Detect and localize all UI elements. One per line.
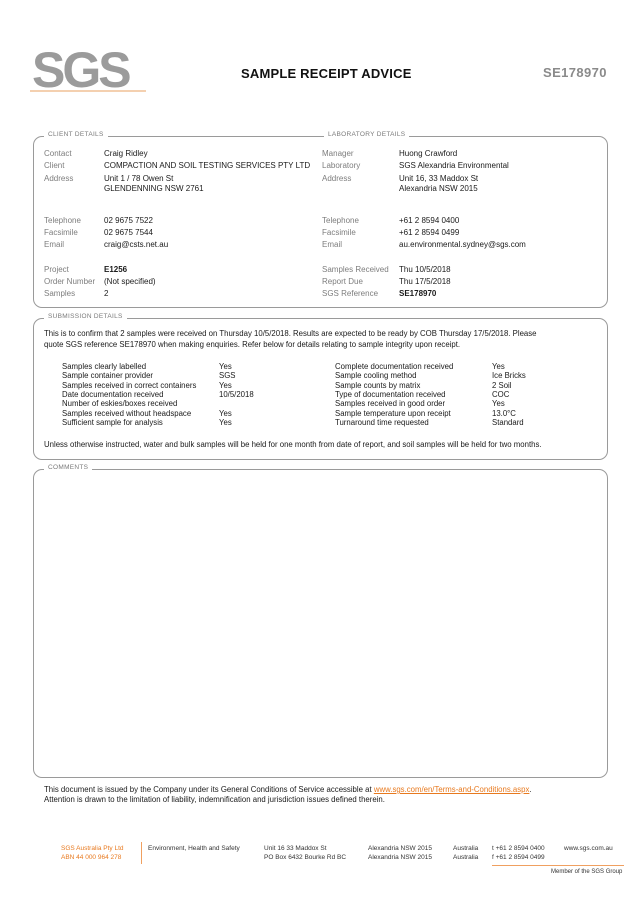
client-name-label: Client (44, 161, 65, 170)
lab-facsimile-value: +61 2 8594 0499 (399, 228, 460, 237)
submission-right-value: 13.0°C (492, 408, 516, 418)
submission-intro-line2: quote SGS reference SE178970 when making enquiries. Refer below for details relating to sample integrity upon receipt. (44, 340, 461, 349)
footer-phone: t +61 2 8594 0400 (492, 845, 545, 852)
client-contact-value: Craig Ridley (104, 149, 148, 158)
lab-telephone-value: +61 2 8594 0400 (399, 216, 460, 225)
order-number-label: Order Number (44, 277, 96, 286)
submission-left-label: Sample container provider (62, 371, 154, 381)
footer-address-line2: PO Box 6432 Bourke Rd BC (264, 854, 347, 861)
submission-right-value: Yes (492, 362, 505, 371)
lab-email-value: au.environmental.sydney@sgs.com (399, 240, 526, 249)
submission-left-label: Samples received without headspace (62, 408, 192, 418)
lab-address-line2: Alexandria NSW 2015 (399, 184, 478, 193)
footer-member-note: Member of the SGS Group (551, 869, 623, 875)
submission-left-value: Yes (219, 417, 232, 427)
client-address-label: Address (44, 174, 74, 183)
project-label: Project (44, 265, 69, 274)
lab-address-label: Address (322, 174, 352, 183)
document-title: SAMPLE RECEIPT ADVICE (241, 66, 412, 81)
project-value: E1256 (104, 265, 128, 274)
submission-left-label: Samples clearly labelled (62, 362, 147, 371)
submission-right-label: Sample counts by matrix (335, 380, 421, 390)
submission-left-value: Yes (219, 380, 232, 390)
laboratory-label: Laboratory (322, 161, 361, 170)
footer-abn: ABN 44 000 964 278 (61, 854, 122, 861)
submission-left-label: Number of eskies/boxes received (62, 399, 178, 409)
submission-left-value: 10/5/2018 (219, 389, 254, 399)
client-facsimile-label: Facsimile (44, 228, 78, 237)
order-number-value: (Not specified) (104, 277, 156, 286)
footer-divider-vertical (141, 842, 142, 864)
submission-right-value: Yes (492, 399, 505, 409)
submission-left-value: SGS (219, 371, 236, 381)
footer-division: Environment, Health and Safety (148, 845, 240, 852)
client-contact-label: Contact (44, 149, 72, 158)
lab-telephone-label: Telephone (322, 216, 359, 225)
report-due-value: Thu 17/5/2018 (399, 277, 451, 286)
footer-website[interactable]: www.sgs.com.au (564, 845, 613, 852)
submission-left-label: Samples received in correct containers (62, 380, 197, 390)
lab-facsimile-label: Facsimile (322, 228, 356, 237)
footer-city-line1: Alexandria NSW 2015 (368, 845, 432, 852)
client-details-legend: CLIENT DETAILS (44, 131, 108, 138)
submission-right-value: 2 Soil (492, 380, 512, 390)
comments-box (33, 464, 608, 778)
client-address-line2: GLENDENNING NSW 2761 (104, 184, 204, 193)
footer-company: SGS Australia Pty Ltd (61, 845, 124, 852)
submission-right-label: Complete documentation received (335, 362, 454, 371)
submission-left-label: Date documentation received (62, 389, 164, 399)
submission-left-value: Yes (219, 408, 232, 418)
submission-right-label: Sample cooling method (335, 371, 417, 381)
submission-details-legend: SUBMISSION DETAILS (44, 313, 127, 320)
lab-address-line1: Unit 16, 33 Maddox St (399, 174, 479, 183)
submission-right-label: Turnaround time requested (335, 417, 429, 427)
submission-right-label: Sample temperature upon receipt (335, 408, 451, 418)
lab-manager-label: Manager (322, 149, 354, 158)
submission-left-value: Yes (219, 362, 232, 371)
laboratory-value: SGS Alexandria Environmental (399, 161, 509, 170)
footer-address-line1: Unit 16 33 Maddox St (264, 845, 327, 852)
client-email-label: Email (44, 240, 65, 249)
report-due-label: Report Due (322, 277, 363, 286)
footer-country-line1: Australia (453, 845, 479, 852)
svg-text:SGS: SGS (32, 42, 129, 96)
disclaimer-line1 (44, 785, 604, 795)
sgs-reference-value: SE178970 (399, 289, 437, 298)
submission-right-label: Type of documentation received (335, 389, 446, 399)
submission-right-value: Ice Bricks (492, 371, 526, 381)
submission-intro-line1: This is to confirm that 2 samples were received on Thursday 10/5/2018. Results are expected to be ready by COB Thursday 17/5/2018. Please (44, 329, 537, 338)
client-telephone-value: 02 9675 7522 (104, 216, 153, 225)
client-name-value: COMPACTION AND SOIL TESTING SERVICES PTY LTD (104, 161, 311, 170)
samples-value: 2 (104, 289, 109, 298)
footer-country-line2: Australia (453, 854, 479, 861)
footer-city-line2: Alexandria NSW 2015 (368, 854, 432, 861)
samples-label: Samples (44, 289, 76, 298)
footer-fax: f +61 2 8594 0499 (492, 854, 545, 861)
client-address-line1: Unit 1 / 78 Owen St (104, 174, 174, 183)
lab-manager-value: Huong Crawford (399, 149, 458, 158)
submission-right-value: Standard (492, 417, 524, 427)
laboratory-details-legend: LABORATORY DETAILS (324, 131, 409, 138)
comments-legend: COMMENTS (44, 464, 92, 471)
submission-left-label: Sufficient sample for analysis (62, 417, 163, 427)
client-telephone-label: Telephone (44, 216, 81, 225)
document-reference: SE178970 (543, 65, 607, 80)
samples-received-value: Thu 10/5/2018 (399, 265, 451, 274)
submission-right-label: Samples received in good order (335, 399, 446, 409)
disclaimer-text: This document is issued by the Company under its General Conditions of Service accessible at (44, 785, 372, 794)
client-facsimile-value: 02 9675 7544 (104, 228, 153, 237)
samples-received-label: Samples Received (322, 265, 389, 274)
client-email-value: craig@csts.net.au (104, 240, 169, 249)
footer-divider-horizontal (492, 865, 624, 866)
sgs-logo (30, 40, 146, 96)
sgs-reference-label: SGS Reference (322, 289, 379, 298)
disclaimer-period: . (529, 785, 532, 794)
terms-link[interactable]: www.sgs.com/en/Terms-and-Conditions.aspx (373, 785, 530, 794)
submission-right-value: COC (492, 389, 510, 399)
lab-email-label: Email (322, 240, 343, 249)
disclaimer-line2: Attention is drawn to the limitation of liability, indemnification and jurisdiction issues defined therein. (44, 795, 385, 804)
sample-retention-note: Unless otherwise instructed, water and bulk samples will be held for one month from date of report, and soil samples will be held for two months. (44, 440, 542, 449)
